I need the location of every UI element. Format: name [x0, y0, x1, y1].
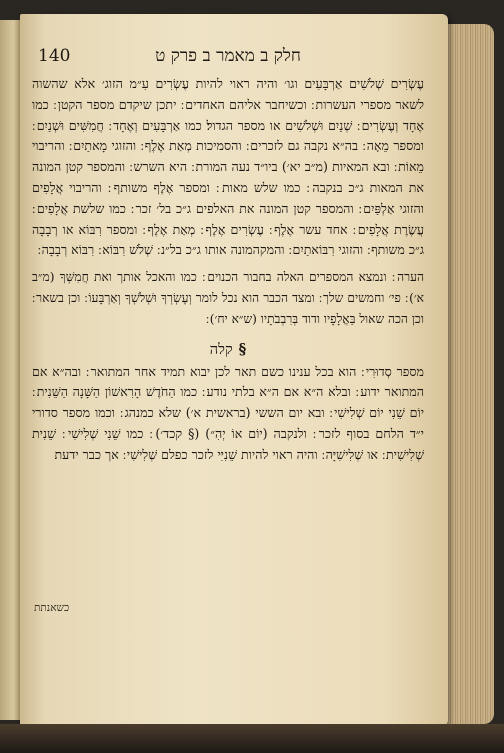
running-header	[32, 42, 424, 70]
section-heading	[32, 338, 424, 362]
background-shadow	[0, 724, 504, 753]
paragraph-main: עֶשְׂרִים שְׁלֹשִׁים אַרְבָּעִים וגו׳ והיה ראוי להיות עֶשְׂרִים עִ״מ הזוג׳ אלא שהשוה לשאר מספרי העשרות ׃ וכשיחבר אליהם האחדים ׃ יתכן שיקדם מספר הקטן ׃ כמו אֶחָד וְעֶשְׂרִים ׃ שְׁנַיִם וּשְׁלֹשִׁים או מספר הגדול׃ כמו אַרְבָּעִים וְאֶחָד ׃ חֲמִשִּׁים וּשְׁנַיִם ׃ ומספר מֵאָה ׃ בה״א נקבה גם לזכרים ׃ והסמיכות מְאַת אֶלֶף ׃ והזוגי מָאתַיִם ׃ והריבוי מֵאוֹת ׃ ובא המאיות (מ״ב יא׳) ביו״ד נעה המורת ׃ היא השרש ׃ והמספר קטן המונה את המאות ג״כ בנקבה ׃ כמו שלש מאות ׃ ומספר אֶלֶף משותף ׃ והריבוי אֲלָפִים והזוגי אַלְפַּיִם ׃ והמספר קטן המונה את האלפים ג״כ בל׳ זכר ׃ כמו שלשת אֲלָפִים ׃ עֲשֶׂרֶת אֲלָפִים ׃ אחד עשר אֶלֶף ׃ עֶשְׂרִים אֶלֶף ׃ מְאַת אֶלֶף ׃ ומספר רִבּוֹא או רְבָבָה ג״כ משותף ׃ והזוגי רִבּוֹאתַיִם ׃ והמקהמונה אותו ג״כ בל״נ ׃ שְׁלֹשׁ רִבּוֹא ׃ רִבּוֹא רְבָבָה ׃	[32, 76, 424, 258]
page-number: 140	[38, 46, 71, 66]
paragraph-section-body: מספר סְדוּרִי ׃ הוא בכל ענינו כשם תאר לכן יבוא תמיד אחר המתואר ׃ ובה״א אם המתואר ידוע ׃ ובלא ה״א אם ה״א בלתי נודע ׃ כמו הַחֹדֶשׁ הָרִאשׁוֹן הַשָּׁנָה הַשֵּׁנִית ׃ יוֹם שֵׁנִי יוֹם שְׁלִישִׁי ׃ ובא יום הששי (בראשית א׳) שלא כמנהג ׃ וכמו מספר סדורי י״ד הלחם בסוף לזכר ׃ ולנקבה (יוֹם אוֹ יְהִ״) (§ קכד׳) ׃ כמו שֵׁנִי שְׁלִישִׁי ׃ שֵׁנִית שְׁלִישִׁית ׃ או שְׁלִישִׁיָּה ׃ והיה ראוי להיות שֵׁנִיִּי לזכר כפלם שְׁלִישִׁי ׃ אך כבר ידעת	[32, 363, 424, 462]
paragraph-note: הערה ׃ ונמצא המספרים האלה בחבור הכנוים ׃ כמו והאכל אותך ואת חֲמִשְּׁךָ (מ״ב א׳) ׃ פי׳ וחמשים שלך ׃ ומצד הכבר הוא נכל לומר וְעֶשְׂרְךָ וּשְׁלֹשְׁךָ וְאַרְבָּעוֹ ׃ וכן בשאר ׃ וכן הכה שאול בַּאֲלָפָיו ודוד בְּרִבְבֹתָיו (ש״א יח׳) ׃	[32, 270, 424, 326]
section-number: קלה	[209, 341, 233, 358]
running-title: חלק ב מאמר ב פרק ט	[155, 46, 301, 66]
page-text	[32, 42, 424, 466]
page-stack-edges	[446, 24, 494, 724]
section-mark: §	[238, 340, 247, 358]
catchword: כשאנתת	[34, 602, 70, 614]
